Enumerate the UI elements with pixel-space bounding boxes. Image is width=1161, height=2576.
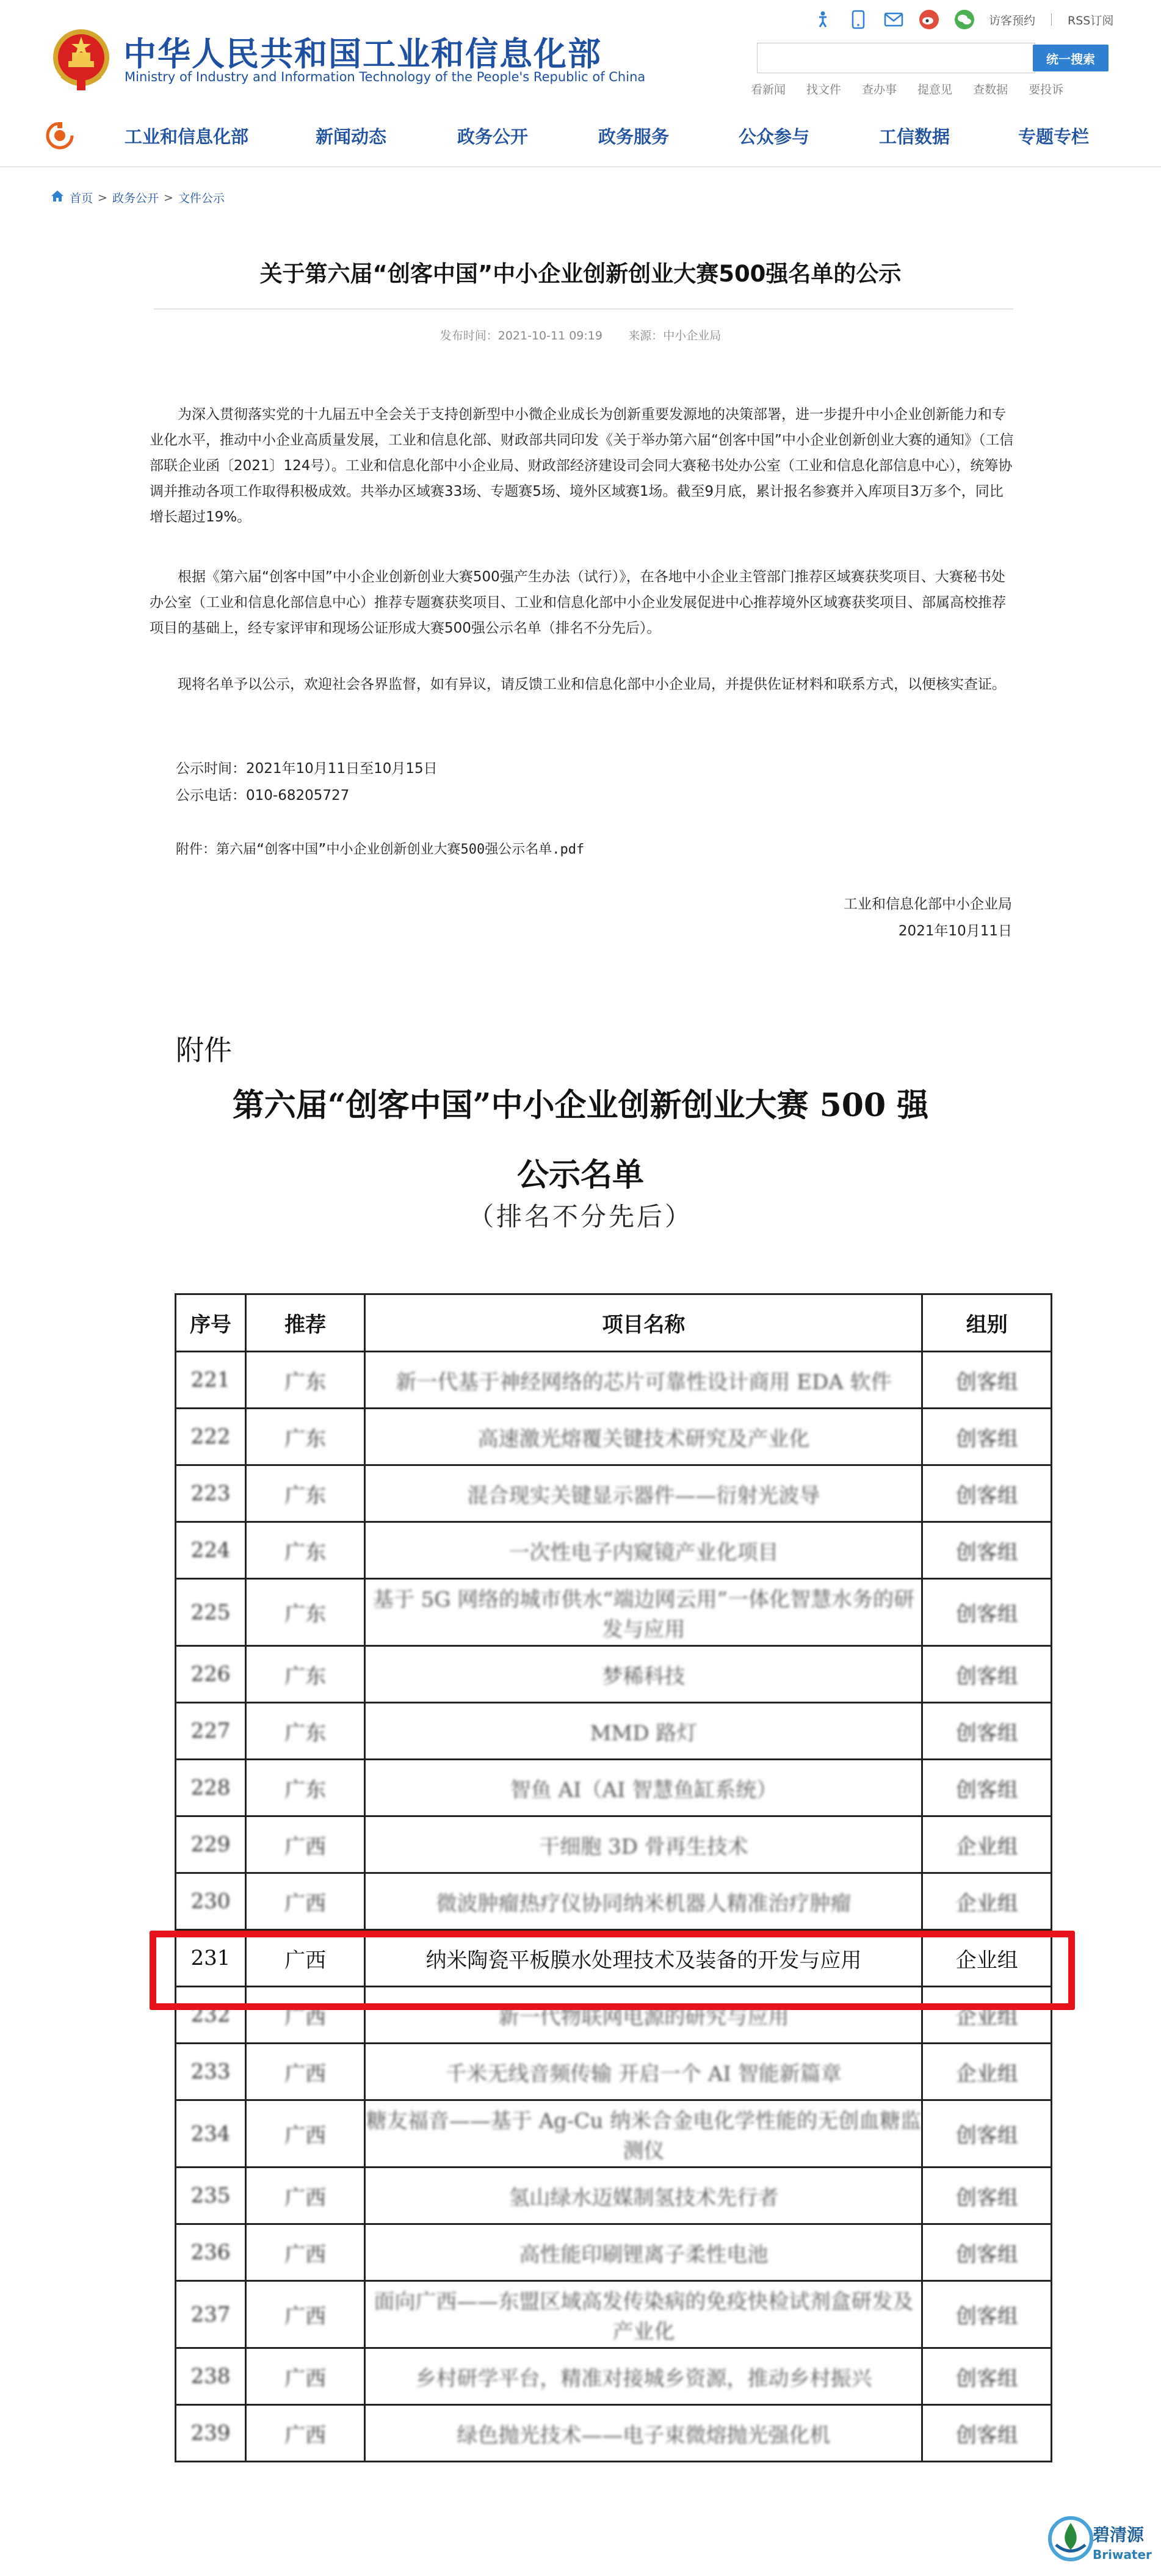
breadcrumb-separator: > <box>163 190 173 205</box>
row-project-name: 高速激光熔覆关键技术研究及产业化 <box>365 1409 922 1465</box>
row-project-name: 一次性电子内窥镜产业化项目 <box>365 1522 922 1579</box>
row-recommender: 广东 <box>245 1522 365 1579</box>
row-number: 232 <box>176 1987 246 2044</box>
source-value: 中小企业局 <box>663 329 722 343</box>
sign-date: 2021年10月11日 <box>898 923 1012 939</box>
row-project-name: 新一代物联网电源的研究与应用 <box>365 1987 922 2044</box>
header-project-name: 项目名称 <box>365 1294 922 1352</box>
row-project-name: 糖友福音——基于 Ag-Cu 纳米合金电化学性能的无创血糖监测仪 <box>365 2100 922 2168</box>
table-row <box>176 1465 1052 1522</box>
row-recommender: 广东 <box>245 1703 365 1760</box>
row-recommender: 广西 <box>245 2224 365 2281</box>
site-title[interactable]: 中华人民共和国工业和信息化部 <box>123 35 602 73</box>
table-row <box>176 1352 1052 1409</box>
quick-link-complaint[interactable]: 要投诉 <box>1029 83 1064 96</box>
row-number: 231 <box>176 1930 246 1987</box>
table-row <box>176 2348 1052 2405</box>
row-number: 233 <box>176 2044 246 2100</box>
row-group: 创客组 <box>922 1760 1052 1816</box>
row-project-name: 氢山绿水迈媒制氢技术先行者 <box>365 2168 922 2224</box>
row-group: 企业组 <box>922 2044 1052 2100</box>
row-recommender: 广东 <box>245 1409 365 1465</box>
row-project-name: 绿色抛光技术——电子束微熔抛光强化机 <box>365 2405 922 2462</box>
row-group: 创客组 <box>922 1465 1052 1522</box>
nav-item-news[interactable]: 新闻动态 <box>316 126 387 147</box>
breadcrumb-home[interactable]: 首页 <box>70 192 93 205</box>
nav-item-special[interactable]: 专题专栏 <box>1018 126 1090 147</box>
row-project-name: 纳米陶瓷平板膜水处理技术及装备的开发与应用 <box>365 1930 922 1987</box>
publish-date: 2021-10-11 09:19 <box>497 329 602 343</box>
row-number: 227 <box>176 1703 246 1760</box>
row-project-name: 乡村研学平台，精准对接城乡资源，推动乡村振兴 <box>365 2348 922 2405</box>
site-header <box>0 0 1161 101</box>
row-project-name: 千米无线音频传输 开启一个 AI 智能新篇章 <box>365 2044 922 2100</box>
top-toolbar <box>812 7 1113 32</box>
attachment-label: 附件 <box>176 1034 232 1067</box>
row-group: 创客组 <box>922 1646 1052 1703</box>
row-recommender: 广西 <box>245 2348 365 2405</box>
row-project-name: 高性能印刷锂离子柔性电池 <box>365 2224 922 2281</box>
project-list-table <box>175 1293 1052 2462</box>
quick-link-feedback[interactable]: 提意见 <box>917 83 953 96</box>
row-recommender: 广西 <box>245 1930 365 1987</box>
toolbar-divider <box>1051 13 1052 26</box>
row-group: 创客组 <box>922 2224 1052 2281</box>
notice-phone: 公示电话：010-68205727 <box>176 788 350 804</box>
rss-link[interactable]: RSS订阅 <box>1068 13 1114 27</box>
search-button[interactable]: 统一搜索 <box>1033 45 1109 71</box>
table-row <box>176 1816 1052 1873</box>
table-row <box>176 2044 1052 2100</box>
visit-appointment-link[interactable]: 访客预约 <box>989 13 1036 27</box>
row-number: 236 <box>176 2224 246 2281</box>
header-group: 组别 <box>922 1294 1052 1352</box>
nav-item-gov-affairs[interactable]: 政务公开 <box>457 126 529 147</box>
table-row <box>176 1522 1052 1579</box>
breadcrumb <box>50 189 225 206</box>
row-recommender: 广西 <box>245 1987 365 2044</box>
row-number: 229 <box>176 1816 246 1873</box>
row-number: 224 <box>176 1522 246 1579</box>
header-recommender: 推荐 <box>245 1294 365 1352</box>
notice-period: 公示时间：2021年10月11日至10月15日 <box>176 761 438 777</box>
row-group: 创客组 <box>922 2281 1052 2348</box>
source-label: 来源： <box>628 329 664 343</box>
attachment-subtitle: 公示名单 <box>516 1156 644 1194</box>
table-row <box>176 1703 1052 1760</box>
table-row <box>176 1646 1052 1703</box>
row-recommender: 广西 <box>245 1816 365 1873</box>
row-group: 创客组 <box>922 1579 1052 1646</box>
row-project-name: 智鱼 AI（AI 智慧鱼缸系统） <box>365 1760 922 1816</box>
highlight-box <box>150 1931 1075 2010</box>
row-group: 企业组 <box>922 1816 1052 1873</box>
quick-links <box>751 81 1063 97</box>
row-group: 创客组 <box>922 1409 1052 1465</box>
row-recommender: 广东 <box>245 1646 365 1703</box>
article-paragraph: 根据《第六届“创客中国”中小企业创新创业大赛500强产生办法（试行）》，在各地中小企业主管部门推荐区域赛获奖项目、大赛秘书处办公室（工业和信息化部信息中心）推荐专题赛获奖项目、工业和信息化部中小企业发展促进中心推荐境外区域赛获奖项目、部属高校推荐项目的基础上，经专家评审和现场公证形成大赛500强公示名单（排名不分先后）。 <box>150 569 1006 636</box>
row-number: 238 <box>176 2348 246 2405</box>
article-paragraph: 现将名单予以公示，欢迎社会各界监督，如有异议，请反馈工业和信息化部中小企业局，并提供佐证材料和联系方式，以便核实查证。 <box>178 677 1006 692</box>
watermark-cn: 碧清源 <box>1093 2525 1145 2545</box>
quick-link-news[interactable]: 看新闻 <box>751 83 786 96</box>
article-paragraph: 为深入贯彻落实党的十九届五中全会关于支持创新型中小微企业成长为创新重要发源地的决策部署，进一步提升中小企业创新能力和专业化水平，推动中小企业高质量发展，工业和信息化部、财政部共同印发《关于举办第六届“创客中国”中小企业创新创业大赛的通知》（工信部联企业函〔2021〕124号）。工业和信息化部中小企业局、财政部经济建设司会同大赛秘书处办公室（工业和信息化部信息中心），统筹协调并推动各项工作取得积极成效。共举办区域赛33场、专题赛5场、境外区域赛1场。截至9月底，累计报名参赛并入库项目3万多个，同比增长超过19%。 <box>150 407 1014 525</box>
title-divider <box>154 308 1013 310</box>
quick-link-data[interactable]: 查数据 <box>973 83 1008 96</box>
row-number: 239 <box>176 2405 246 2462</box>
watermark-en: Briwater <box>1093 2547 1152 2562</box>
row-recommender: 广西 <box>245 1873 365 1930</box>
table-row <box>176 2168 1052 2224</box>
row-number: 222 <box>176 1409 246 1465</box>
row-group: 创客组 <box>922 2168 1052 2224</box>
table-row <box>176 1873 1052 1930</box>
publish-date-label: 发布时间： <box>439 329 498 343</box>
table-row <box>176 2224 1052 2281</box>
table-row <box>176 1579 1052 1646</box>
nav-item-services[interactable]: 政务服务 <box>598 126 670 147</box>
table-row <box>176 1760 1052 1816</box>
row-recommender: 广西 <box>245 2044 365 2100</box>
row-recommender: 广西 <box>245 2405 365 2462</box>
nav-item-participation[interactable]: 公众参与 <box>739 126 810 147</box>
accessibility-icon[interactable] <box>812 9 834 31</box>
mail-icon[interactable] <box>883 9 905 31</box>
attachment-note: （排名不分先后） <box>468 1202 693 1232</box>
national-emblem-logo[interactable] <box>50 26 112 93</box>
row-number: 230 <box>176 1873 246 1930</box>
row-number: 223 <box>176 1465 246 1522</box>
breadcrumb-gov-affairs[interactable]: 政务公开 <box>112 192 159 205</box>
search-input[interactable] <box>757 43 1035 73</box>
row-number: 226 <box>176 1646 246 1703</box>
table-row <box>176 2405 1052 2462</box>
row-recommender: 广东 <box>245 1465 365 1522</box>
row-number: 234 <box>176 2100 246 2168</box>
row-number: 235 <box>176 2168 246 2224</box>
breadcrumb-separator: > <box>98 190 107 205</box>
row-recommender: 广东 <box>245 1579 365 1646</box>
breadcrumb-file-notice[interactable]: 文件公示 <box>178 192 225 205</box>
row-number: 237 <box>176 2281 246 2348</box>
row-recommender: 广东 <box>245 1352 365 1409</box>
wechat-icon[interactable] <box>953 9 975 31</box>
row-number: 221 <box>176 1352 246 1409</box>
signer: 工业和信息化部中小企业局 <box>844 896 1012 912</box>
weibo-icon[interactable] <box>918 9 940 31</box>
row-group: 创客组 <box>922 1522 1052 1579</box>
row-recommender: 广西 <box>245 2168 365 2224</box>
site-subtitle: Ministry of Industry and Information Technology of the People's Republic of China <box>125 70 646 84</box>
row-recommender: 广东 <box>245 1760 365 1816</box>
table-row <box>176 2100 1052 2168</box>
home-icon[interactable] <box>50 189 65 206</box>
article-meta <box>0 327 1161 343</box>
row-group: 创客组 <box>922 2100 1052 2168</box>
row-project-name: 干细胞 3D 骨再生技术 <box>365 1816 922 1873</box>
table-row <box>176 2281 1052 2348</box>
nav-item-data[interactable]: 工信数据 <box>879 126 950 147</box>
table-header-row <box>176 1294 1052 1352</box>
row-project-name: 微波肿瘤热疗仪协同纳米机器人精准治疗肿瘤 <box>365 1873 922 1930</box>
row-group: 创客组 <box>922 2348 1052 2405</box>
row-recommender: 广西 <box>245 2281 365 2348</box>
mobile-icon[interactable] <box>847 9 869 31</box>
row-project-name: 混合现实关键显示器件——衍射光波导 <box>365 1465 922 1522</box>
row-group: 企业组 <box>922 1873 1052 1930</box>
row-number: 225 <box>176 1579 246 1646</box>
row-group: 创客组 <box>922 1352 1052 1409</box>
row-project-name: 梦稀科技 <box>365 1646 922 1703</box>
row-group: 企业组 <box>922 1930 1052 1987</box>
quick-link-files[interactable]: 找文件 <box>806 83 842 96</box>
article-title: 关于第六届“创客中国”中小企业创新创业大赛500强名单的公示 <box>259 261 902 287</box>
row-group: 企业组 <box>922 1987 1052 2044</box>
quick-link-services[interactable]: 查办事 <box>862 83 897 96</box>
table-row <box>176 1409 1052 1465</box>
row-project-name: MMD 路灯 <box>365 1703 922 1760</box>
main-nav <box>0 106 1161 167</box>
row-recommender: 广西 <box>245 2100 365 2168</box>
row-project-name: 新一代基于神经网络的芯片可靠性设计商用 EDA 软件 <box>365 1352 922 1409</box>
miit-logo-icon[interactable] <box>45 121 74 150</box>
attachment-title: 第六届“创客中国”中小企业创新创业大赛 500 强 <box>232 1087 929 1124</box>
header-number: 序号 <box>176 1294 246 1352</box>
row-project-name: 面向广西——东盟区域高发传染病的免疫快检试剂盒研发及产业化 <box>365 2281 922 2348</box>
row-group: 创客组 <box>922 1703 1052 1760</box>
attachment-link[interactable]: 附件：第六届“创客中国”中小企业创新创业大赛500强公示名单.pdf <box>176 842 585 857</box>
nav-item-miit[interactable]: 工业和信息化部 <box>125 126 249 147</box>
row-number: 228 <box>176 1760 246 1816</box>
row-group: 创客组 <box>922 2405 1052 2462</box>
row-project-name: 基于 5G 网络的城市供水“端边网云用”一体化智慧水务的研发与应用 <box>365 1579 922 1646</box>
